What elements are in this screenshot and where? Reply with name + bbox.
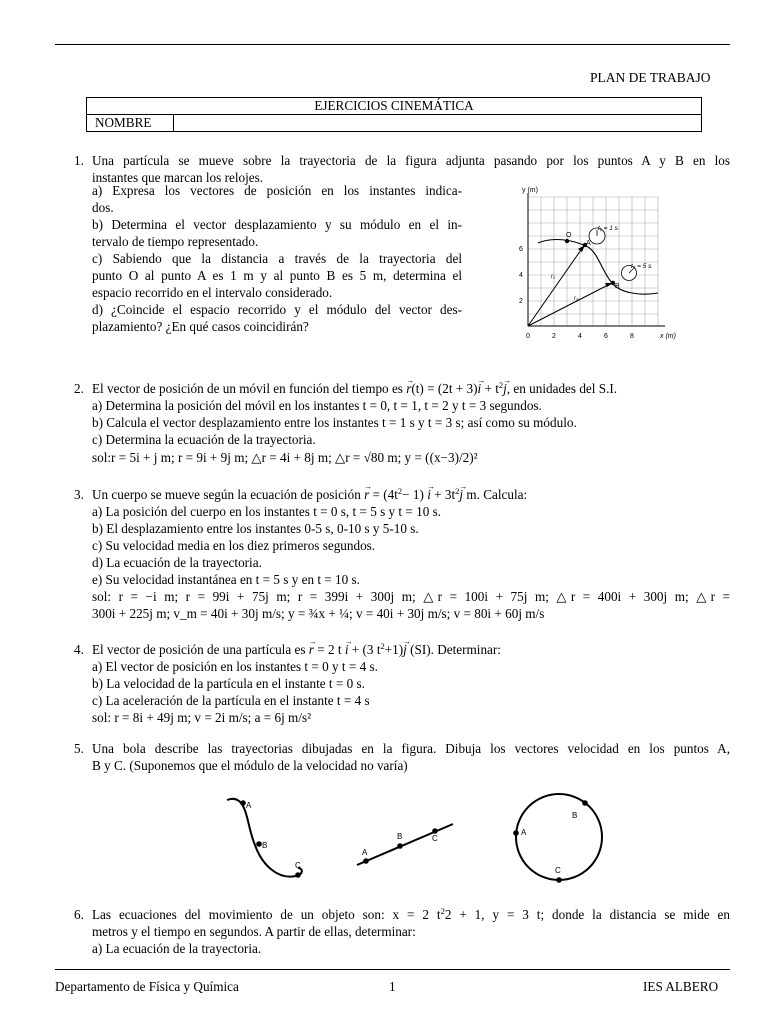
- s-curve-point-b: [256, 841, 262, 847]
- vector-r2-label: r₂: [574, 296, 579, 302]
- ex4-line-1d: +1): [384, 642, 404, 657]
- ex1-line-7: d) ¿Coincide el espacio recorrido y el módulo del vector des-: [92, 302, 462, 317]
- ex3-solution-2: 300i + 225j m; v_m = 40i + 30j m/s; y = ¾x + ¼; v = 40i + 30j m/s; v = 80i + 60j m/s: [92, 606, 545, 621]
- y-tick-2: 2: [519, 298, 523, 305]
- circle-label-a: A: [521, 828, 527, 837]
- exercise-5: [92, 740, 730, 774]
- ex5-line-2: B y C. (Suponemos que el módulo de la velocidad no varía): [92, 758, 408, 773]
- ex4-line-1b: = 2 t: [317, 642, 342, 657]
- ex4-line-2: a) El vector de posición en los instantes t = 0 y t = 4 s.: [92, 659, 378, 674]
- vector-r1-label: r₁: [551, 274, 555, 280]
- ex1-line-0: a) Expresa los vectores de posición en los instantes indica-: [92, 183, 462, 198]
- circle-label-c: C: [555, 866, 561, 875]
- exercise-6: Las ecuaciones del movimiento de un objeto son: x = 2 $t^22 + 1$, y = 3 t; donde la distancia se mide en metros y el tiempo en segundos. A partir de ellas, determinar: a) La ecuación de la trayectoria.: [92, 906, 730, 956]
- circle-label-b: B: [572, 811, 578, 820]
- ex4-solution: sol: r = 8i + 49j m; v = 2i m/s; a = 6j m/s²: [92, 710, 312, 725]
- ex2-line-1c: + t: [481, 381, 499, 396]
- x-axis-label: x (m): [660, 333, 676, 340]
- ex1-line-2: b) Determina el vector desplazamiento y su módulo en el in-: [92, 217, 462, 232]
- worksheet-title: EJERCICIOS CINEMÁTICA: [87, 98, 702, 115]
- circle-point-b: [582, 800, 588, 806]
- ex2-line-2: a) Determina la posición del móvil en los instantes t = 0, t = 1, t = 2 y t = 3 segundos.: [92, 398, 542, 413]
- trajectories-figure: [200, 790, 620, 890]
- x-tick-6: 6: [604, 333, 608, 340]
- point-b-label: B: [615, 283, 620, 290]
- plan-label: PLAN DE TRABAJO: [590, 70, 711, 85]
- ex3-line-4: c) Su velocidad media en los diez primeros segundos.: [92, 538, 376, 553]
- y-axis-label: y (m): [522, 187, 538, 194]
- ex2-line-4: c) Determina la ecuación de la trayectoria.: [92, 432, 316, 447]
- ex3-line-1c: − 1): [402, 487, 424, 502]
- ex1-line-6: espacio recorrido en el intervalo considerado.: [92, 285, 333, 300]
- s-curve-point-a: [240, 800, 246, 806]
- vector-r1-arrowhead: [578, 245, 585, 252]
- point-o-label: O: [566, 232, 572, 239]
- ex3-line-1b: = (4t: [372, 487, 398, 502]
- ex1-line-8: plazamiento? ¿En qué casos coincidirán?: [92, 319, 309, 334]
- exercise-1-questions: [92, 182, 462, 335]
- exercise-1-intro-2: instantes que marcan los relojes.: [92, 170, 264, 185]
- ex2-line-1a: El vector de posición de un móvil en función del tiempo es: [92, 381, 403, 396]
- ex1-line-1: dos.: [92, 200, 114, 215]
- ex6-line-3: a) La ecuación de la trayectoria.: [92, 941, 262, 956]
- ex2-solution: sol:r = 5i + j m; r = 9i + 9j m; △r = 4i + 8j m; △r = √80 m; y = ((x−3)/2)²: [92, 450, 478, 465]
- y-tick-6: 6: [519, 246, 523, 253]
- ex1-line-4: c) Sabiendo que la distancia a través de la trayectoria del: [92, 251, 462, 266]
- x-tick-2: 2: [552, 333, 556, 340]
- ex3-line-5: d) La ecuación de la trayectoria.: [92, 555, 262, 570]
- ex4-line-4: c) La aceleración de la partícula en el instante t = 4 s: [92, 693, 370, 708]
- s-curve-label-a: A: [246, 801, 252, 810]
- ex3-line-1a: Un cuerpo se mueve según la ecuación de posición: [92, 487, 361, 502]
- point-o: [565, 239, 569, 243]
- ex3-line-1d: + 3t: [434, 487, 456, 502]
- ex4-line-1e: (SI). Determinar:: [410, 642, 501, 657]
- ex1-line-5: punto O al punto A es 1 m y al punto B es 5 m, determina el: [92, 268, 462, 283]
- line-label-a: A: [362, 848, 368, 857]
- ex6-line-2: metros y el tiempo en segundos. A partir de ellas, determinar:: [92, 924, 416, 939]
- name-field[interactable]: [174, 115, 702, 132]
- exercise-6-number: 6.: [74, 907, 84, 922]
- exercise-1-number: 1.: [74, 153, 84, 168]
- line-point-b: [397, 843, 403, 849]
- exercise-1: [92, 152, 730, 186]
- line-point-c: [432, 828, 438, 834]
- footer-department: Departamento de Física y Química: [55, 979, 239, 994]
- circle-point-a: [513, 830, 519, 836]
- straight-trajectory: [357, 824, 453, 865]
- ex4-line-3: b) La velocidad de la partícula en el instante t = 0 s.: [92, 676, 365, 691]
- exercise-2: El vector de posición de un móvil en función del tiempo es r →(t) = (2t + 3)i → + $t^2j$ →, en unidades del S.I. a) Determina la posición del móvil en los instantes t = 0, t = 1, t = 2 y t = 3 segundos. b) Calcula el vector desplazamiento entre los instantes t = 1 s y t = 3 s; así como su módulo. c) Determina la ecuación de la trayectoria. sol:r = 5i + j m; r = 9i + 9j m; △r = 4i + 8j m; △r = √80 m; y = ((x−3)/2)²: [92, 380, 617, 466]
- exercise-3-number: 3.: [74, 487, 84, 502]
- line-point-a: [363, 858, 369, 864]
- vector-r2: [528, 284, 610, 326]
- ex4-line-1a: El vector de posición de una partícula es: [92, 642, 306, 657]
- exercise-1-intro-1: Una partícula se mueve sobre la trayectoria de la figura adjunta pasando por los puntos A y B en los: [92, 153, 730, 168]
- footer-school: IES ALBERO: [643, 979, 719, 994]
- x-tick-4: 4: [578, 333, 582, 340]
- x-tick-0: 0: [526, 333, 530, 340]
- ex6-line-1b: 2 + 1, y = 3 t; donde la distancia se mide en: [444, 907, 730, 922]
- vector-r-symbol: r →: [406, 381, 411, 396]
- exercise-2-number: 2.: [74, 381, 84, 396]
- line-label-c: C: [432, 834, 438, 843]
- s-curve-label-b: B: [262, 841, 268, 850]
- circle-point-c: [556, 877, 562, 883]
- ex1-line-3: tervalo de tiempo representado.: [92, 234, 259, 249]
- clock-1-label: t₁ = 1 s: [598, 225, 618, 232]
- bottom-rule: [55, 969, 730, 970]
- ex3-line-2: a) La posición del cuerpo en los instantes t = 0 s, t = 5 s y t = 10 s.: [92, 504, 442, 519]
- s-curve-point-c: [295, 872, 301, 878]
- x-tick-8: 8: [630, 333, 634, 340]
- point-a-label: A: [586, 240, 591, 247]
- clock-2-label: t₂ = 5 s: [631, 263, 652, 270]
- ex3-line-1e: m. Calcula:: [466, 487, 528, 502]
- ex5-line-1: Una bola describe las trayectorias dibujadas en la figura. Dibuja los vectores velocidad en los puntos A,: [92, 741, 730, 756]
- ex3-line-6: e) Su velocidad instantánea en t = 5 s y en t = 10 s.: [92, 572, 360, 587]
- top-rule: [55, 44, 730, 45]
- s-curve-label-c: C: [295, 861, 301, 870]
- exercise-3: Un cuerpo se mueve según la ecuación de posición r → = $(4t^2- 1) i$ → + $3t^2j \to m$. Calcula: a) La posición del cuerpo en los instantes t = 0 s, t = 5 s y t = 10 s. b) El desplazamiento entre los instantes 0-5 s, 0-10 s y 5-10 s. c) Su velocidad media en los diez primeros segundos. d) La ecuación de la trayectoria. e) Su velocidad instantánea en t = 5 s y en t = 10 s. sol: r = −i m; r = 99i + 75j m; r = 399i + 300j m; △r = 100i + 75j m; △r = 400i + 300j m; △r = 300i + 225j m; v_m = 40i + 30j m/s; y = ¾x + ¼; v = 40i + 30j m/s; v = 80i + 60j m/s: [92, 486, 730, 622]
- graph-grid: [528, 197, 658, 326]
- footer-page-number: 1: [389, 979, 396, 994]
- ex3-line-3: b) El desplazamiento entre los instantes 0-5 s, 0-10 s y 5-10 s.: [92, 521, 419, 536]
- ex6-line-1a: Las ecuaciones del movimiento de un objeto son: x = 2 t: [92, 907, 441, 922]
- ex2-line-3: b) Calcula el vector desplazamiento entre los instantes t = 1 s y t = 3 s; así como su módulo.: [92, 415, 577, 430]
- ex2-line-1b: (t) = (2t + 3): [411, 381, 478, 396]
- line-label-b: B: [397, 832, 403, 841]
- exercise-5-number: 5.: [74, 741, 84, 756]
- exercise-4: El vector de posición de una partícula es r → = 2 t i → + (3 $t^2+1)j \to (SI)$. Determinar: a) El vector de posición en los instantes t = 0 y t = 4 s. b) La velocidad de la partícula en el instante t = 0 s. c) La aceleración de la partícula en el instante t = 4 s sol: r = 8i + 49j m; v = 2i m/s; a = 6j m/s²: [92, 641, 501, 726]
- trajectory-graph: [500, 183, 700, 343]
- ex4-line-1c: + (3 t: [351, 642, 381, 657]
- y-tick-4: 4: [519, 272, 523, 279]
- ex3-solution-1: sol: r = −i m; r = 99i + 75j m; r = 399i + 300j m; △r = 100i + 75j m; △r = 400i + 300j m; △r =: [92, 589, 730, 604]
- name-label: NOMBRE: [87, 115, 174, 132]
- ex2-line-1d: , en unidades del S.I.: [506, 381, 618, 396]
- s-curve-trajectory: [227, 799, 302, 877]
- header-table: [86, 97, 702, 132]
- exercise-4-number: 4.: [74, 642, 84, 657]
